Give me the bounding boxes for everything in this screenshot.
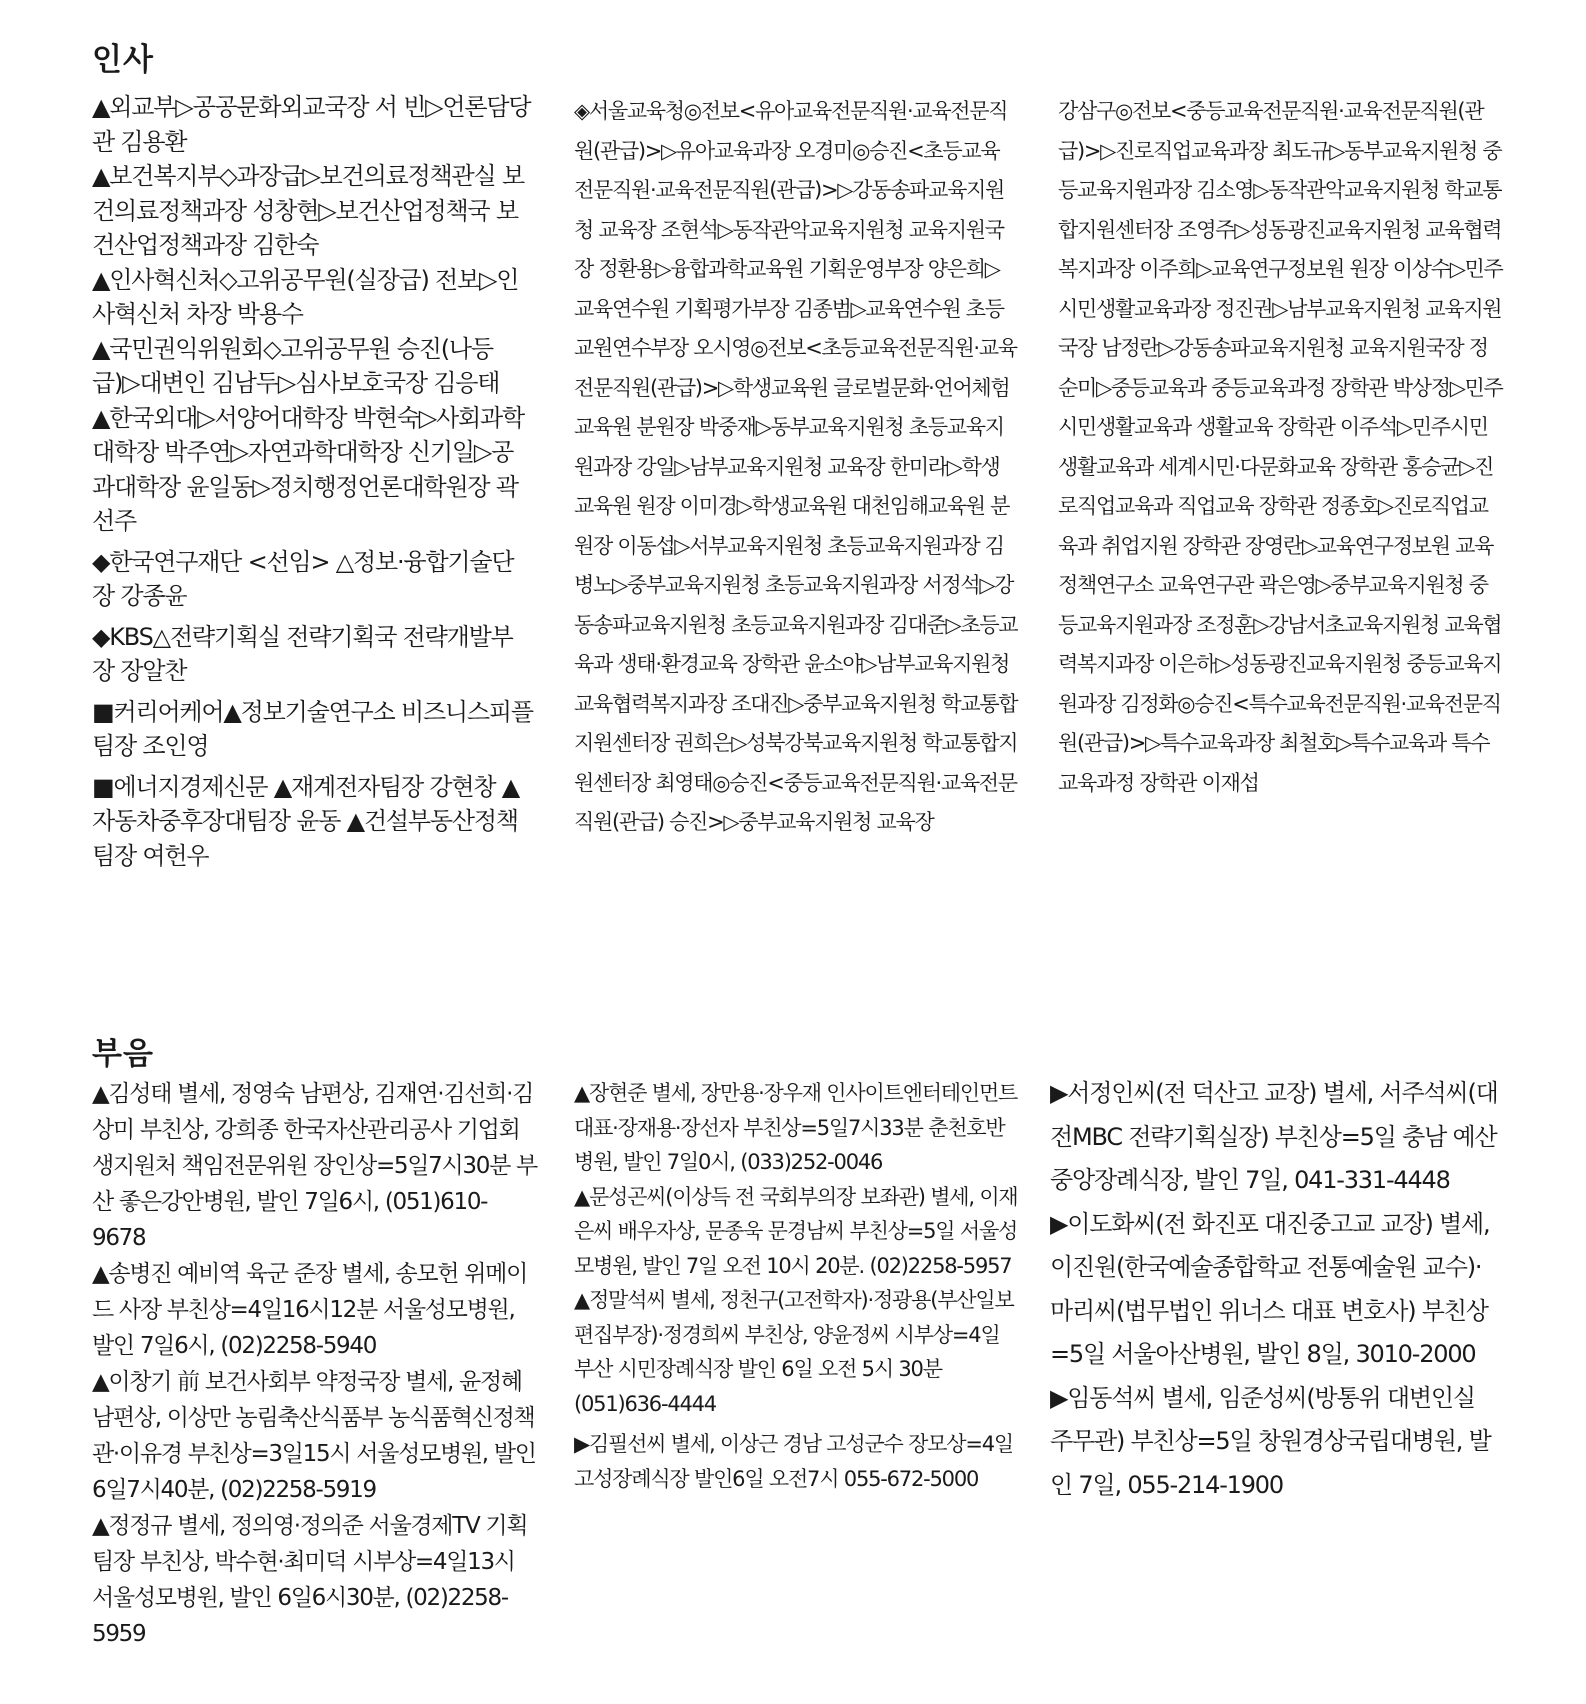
personnel-entry: ▲국민권익위원회◇고위공무원 승진(나등급)▷대변인 김남두▷심사보호국장 김응태: [92, 334, 500, 397]
obituary-entry: ▶김필선씨 별세, 이상근 경남 고성군수 장모상=4일 고성장례식장 발인6일 오전7시 055-672-5000: [574, 1432, 1013, 1491]
obituary-entry: ▲송병진 예비역 육군 준장 별세, 송모헌 위메이드 사장 부친상=4일16시12분 서울성모병원, 발인 7일6시, (02)2258-5940: [92, 1261, 527, 1359]
obituary-entry: ▶서정인씨(전 덕산고 교장) 별세, 서주석씨(대전MBC 전략기획실장) 부친상=5일 충남 예산중앙장례식장, 발인 7일, 041-331-4448: [1050, 1079, 1498, 1194]
obituary-column-3: [1050, 1072, 1502, 1507]
obituary-entry: ▲문성곤씨(이상득 전 국회부의장 보좌관) 별세, 이재은씨 배우자상, 문종욱 문경남씨 부친상=5일 서울성모병원, 발인 7일 오전 10시 20분. (02)2258-5957: [574, 1184, 1018, 1278]
personnel-entry: ■에너지경제신문 ▲재계전자팀장 강현창 ▲자동차중후장대팀장 윤동 ▲건설부동산정책팀장 여헌우: [92, 772, 520, 870]
obituary-entry: ▲김성태 별세, 정영숙 남편상, 김재연·김선희·김상미 부친상, 강희종 한국자산관리공사 기업회생지원처 책임전문위원 장인상=5일7시30분 부산 좋은강안병원, 발인 7일6시, (051)610-9678: [92, 1081, 537, 1251]
personnel-entry: ◆한국연구재단 <선임> △정보·융합기술단장 강종윤: [92, 547, 514, 610]
obituary-entry: ▶이도화씨(전 화진포 대진중고교 교장) 별세, 이진원(한국예술종합학교 전통예술원 교수)·마리씨(법무법인 위너스 대표 변호사) 부친상=5일 서울아산병원, 발인 8일, 3010-2000: [1050, 1209, 1490, 1368]
personnel-entry: ◈서울교육청◎전보<유아교육전문직원·교육전문직원(관급)>▷유아교육과장 오경미◎승진<초등교육전문직원·교육전문직원(관급)>▷강동송파교육지원청 교육장 조현석▷동작관악교육지원청 교육지원국장 정환용▷융합과학교육원 기획운영부장 양은희▷교육연수원 기획평가부장 김종범▷교육연수원 초등교원연수부장 오시영◎전보<초등교육전문직원·교육전문직원(관급)>▷학생교육원 글로벌문화·언어체험교육원 분원장 박중재▷동부교육지원청 초등교육지원과장 강일▷남부교육지원청 교육장 한미라▷학생교육원 원장 이미경▷학생교육원 대천임해교육원 분원장 이동섭▷서부교육지원청 초등교육지원과장 김병노▷중부교육지원청 초등교육지원과장 서정석▷강동송파교육지원청 초등교육지원과장 김대준▷초등교육과 생태·환경교육 장학관 윤소야▷남부교육지원청 교육협력복지과장 조대진▷중부교육지원청 학교통합지원센터장 권희은▷성북강북교육지원청 학교통합지원센터장 최영태◎승진<중등교육전문직원·교육전문직원(관급) 승진>▷중부교육지원청 교육장: [574, 99, 1018, 834]
personnel-entry: ▲인사혁신처◇고위공무원(실장급) 전보▷인사혁신처 차장 박용수: [92, 265, 519, 328]
personnel-entry: ▲한국외대▷서양어대학장 박현숙▷사회과학대학장 박주연▷자연과학대학장 신기일▷공과대학장 윤일동▷정치행정언론대학원장 곽선주: [92, 403, 524, 535]
obituary-column-1: [92, 1076, 538, 1652]
personnel-heading: 인사: [92, 42, 154, 78]
obituary-entry: ▲이창기 前 보건사회부 약정국장 별세, 윤정혜 남편상, 이상만 농림축산식품부 농식품혁신정책관·이유경 부친상=3일15시 서울성모병원, 발인 6일7시40분, (02)2258-5919: [92, 1369, 536, 1503]
obituary-entry: ▲장현준 별세, 장만용·장우재 인사이트엔터테인먼트 대표·장재용·장선자 부친상=5일7시33분 춘천호반병원, 발인 7일0시, (033)252-0046: [574, 1081, 1018, 1174]
personnel-entry: ▲보건복지부◇과장급▷보건의료정책관실 보건의료정책과장 성창현▷보건산업정책국 보건산업정책과장 김한숙: [92, 162, 524, 259]
obituary-column-2: [574, 1076, 1018, 1496]
obituary-entry: ▲정말석씨 별세, 정천구(고전학자)·정광용(부산일보 편집부장)·정경희씨 부친상, 양윤정씨 시부상=4일 부산 시민장례식장 발인 6일 오전 5시 30분 (051)636-4444: [574, 1288, 1014, 1416]
obituary-heading: 부음: [92, 1036, 154, 1072]
personnel-entry: ◆KBS△전략기획실 전략기획국 전략개발부장 장알찬: [92, 622, 513, 685]
personnel-column-1: [92, 90, 534, 873]
obituary-entry: ▲정정규 별세, 정의영·정의준 서울경제TV 기획팀장 부친상, 박수현·최미덕 시부상=4일13시 서울성모병원, 발인 6일6시30분, (02)2258-5959: [92, 1513, 528, 1647]
obituary-entry: ▶임동석씨 별세, 임준성씨(방통위 대변인실 주무관) 부친상=5일 창원경상국립대병원, 발인 7일, 055-214-1900: [1050, 1383, 1491, 1499]
personnel-column-2: [574, 92, 1018, 843]
personnel-entry: ▲외교부▷공공문화외교국장 서 빈▷언론담당관 김용환: [92, 93, 531, 156]
personnel-entry: 강삼구◎전보<중등교육전문직원·교육전문직원(관급)>▷진로직업교육과장 최도규▷동부교육지원청 중등교육지원과장 김소영▷동작관악교육지원청 학교통합지원센터장 조영주▷성동광진교육지원청 교육협력복지과장 이주희▷교육연구정보원 원장 이상수▷민주시민생활교육과장 정진권▷남부교육지원청 교육지원국장 남정란▷강동송파교육지원청 교육지원국장 정순미▷중등교육과 중등교육과정 장학관 박상정▷민주시민생활교육과 생활교육 장학관 이주석▷민주시민생활교육과 세계시민·다문화교육 장학관 홍승균▷진로직업교육과 직업교육 장학관 정종호▷진로직업교육과 취업지원 장학관 장영란▷교육연구정보원 교육정책연구소 교육연구관 곽은영▷중부교육지원청 중등교육지원과장 조정훈▷강남서초교육지원청 교육협력복지과장 이은하▷성동광진교육지원청 중등교육지원과장 김정화◎승진<특수교육전문직원·교육전문직원(관급)>▷특수교육과장 최철호▷특수교육과 특수교육과정 장학관 이재섭: [1058, 99, 1503, 795]
personnel-entry: ■커리어케어▲정보기술연구소 비즈니스피플팀장 조인영: [92, 697, 533, 760]
personnel-column-3: [1058, 92, 1506, 803]
